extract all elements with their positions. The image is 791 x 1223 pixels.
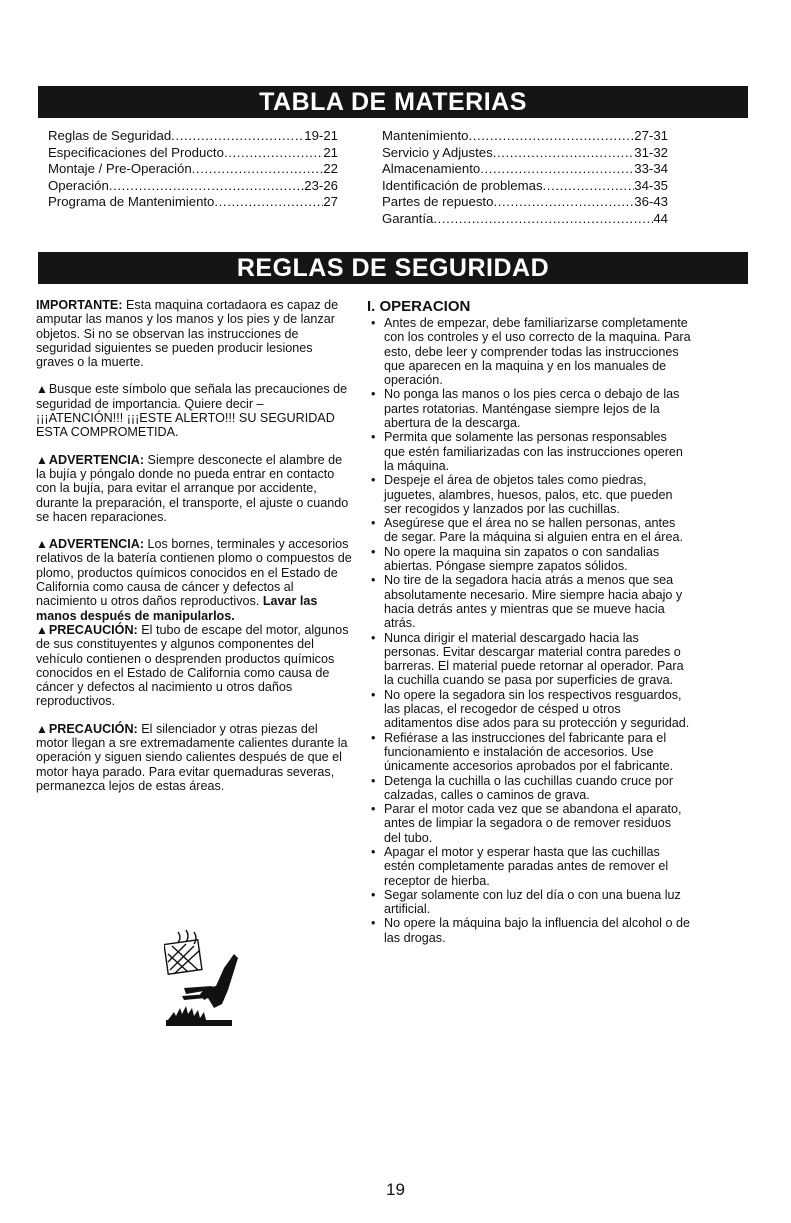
advertencia-text: Siempre desconecte el alambre de la bujía y póngalo donde no pueda entrar en contacto con la bujía, para evitar el arranque por accidente, durante la preparación, el transporte, el ajuste o cuando se hacen reparaciones. <box>36 452 349 524</box>
toc-entry-title: Identificación de problemas <box>382 177 543 193</box>
toc-entry <box>48 161 338 178</box>
toc-entry-title: Mantenimiento <box>382 128 469 143</box>
toc-entry-pages: 19-21 <box>304 128 338 143</box>
precaucion-label: PRECAUCIÓN: <box>48 721 138 736</box>
operation-rule-item: • Permita que solamente las personas responsables que estén familiarizadas con las instrucciones operen la máquina. <box>367 430 691 473</box>
toc-entry-title: Partes de repuesto <box>382 194 494 209</box>
operation-rule-item: • Despeje el área de objetos tales como piedras, juguetes, alambres, huesos, palos, etc. que pueden ser recogidos y lanzados por las cuchillas. <box>367 473 691 516</box>
toc-entry <box>382 128 668 145</box>
importante-label: IMPORTANTE: <box>36 298 123 312</box>
safety-right-column <box>367 298 691 945</box>
toc-entry-title: Almacenamiento <box>382 161 481 176</box>
advertencia-label: ADVERTENCIA: <box>48 537 145 552</box>
operation-rule-item: • Apagar el motor y esperar hasta que las cuchillas estén completamente paradas antes de remover el receptor de hierba. <box>367 845 691 888</box>
operation-section-title: I. OPERACION <box>367 298 471 315</box>
toc-leader-dots <box>433 211 653 228</box>
precaucion-muffler-paragraph <box>36 722 352 793</box>
toc-entry <box>382 178 668 195</box>
page-number: 19 <box>386 1180 405 1199</box>
toc-leader-dots <box>214 194 323 211</box>
operation-rule-item: • Segar solamente con luz del día o con una buena luz artificial. <box>367 888 691 917</box>
toc-entry-pages: 36-43 <box>634 194 668 209</box>
operation-rule-item: • Nunca dirigir el material descargado hacia las personas. Evitar descargar material contra paredes o barreras. El material puede retornar al operador. Para la cuchilla cuando se pasa por superficies de grava. <box>367 631 691 688</box>
toc-leader-dots <box>493 145 635 162</box>
warning-triangle-icon: ▲ <box>36 452 48 467</box>
operation-rule-item: • No tire de la segadora hacia atrás a menos que sea absolutamente necesario. Mire siempre hacia abajo y hacia detrás antes y mientras que se mueve hacia atrás. <box>367 573 691 630</box>
toc-left-column <box>48 128 338 211</box>
toc-leader-dots <box>192 161 324 178</box>
warning-triangle-icon: ▲ <box>36 721 48 736</box>
toc-entry-title: Especificaciones del Producto <box>48 144 224 160</box>
warning-triangle-icon: ▲ <box>36 382 48 397</box>
operation-rule-item: • No opere la maquina sin zapatos o con sandalias abiertas. Póngase siempre zapatos sólidos. <box>367 545 691 574</box>
advertencia-spark-plug-paragraph <box>36 453 352 524</box>
precaucion-text: El tubo de escape del motor, algunos de sus constituyentes y algunos componentes del vehículo contienen o desprenden productos químicos conocidos en el Estado de California como causa de cáncer y defectos al nacimiento u otros daños reproductivos. <box>36 622 349 709</box>
advertencia-battery-paragraph <box>36 537 352 623</box>
toc-leader-dots <box>109 178 304 195</box>
toc-entry-pages: 33-34 <box>634 161 668 176</box>
toc-entry-title: Operación <box>48 177 109 193</box>
toc-entry-title: Garantía <box>382 210 434 226</box>
precaucion-exhaust-paragraph <box>36 623 352 709</box>
operation-rule-item: • Asegúrese que el área no se hallen personas, antes de segar. Pare la máquina si alguien entra en el área. <box>367 516 691 545</box>
toc-entry <box>382 145 668 162</box>
toc-entry-pages: 27 <box>323 194 338 209</box>
toc-entry <box>382 211 668 228</box>
operation-rule-item: • No ponga las manos o los pies cerca o debajo de las partes rotatorias. Manténgase siempre lejos de la abertura de la descarga. <box>367 387 691 430</box>
toc-entry-pages: 23-26 <box>304 177 338 193</box>
toc-entry <box>48 178 338 195</box>
toc-leader-dots <box>171 128 304 145</box>
symbol-paragraph <box>36 382 352 439</box>
operation-rule-item: • Parar el motor cada vez que se abandona el aparato, antes de limpiar la segadora o de remover residuos del tubo. <box>367 802 691 845</box>
importante-text: Esta maquina cortadaora es capaz de amputar las manos y los manos y los pies y de lanzar objetos. Si no se observan las instrucciones de seguridad siguientes se pueden producir lesiones graves o la muerte. <box>36 298 339 370</box>
precaucion-text: El silenciador y otras piezas del motor llegan a sre extremadamente calientes durante la operación y siguen siendo calientes después de que el motor haya parado. Para evitar quemaduras severas, permanezca lejos de estas áreas. <box>36 721 348 793</box>
operation-rule-item: • No opere la máquina bajo la influencia del alcohol o de las drogas. <box>367 916 691 945</box>
toc-leader-dots <box>480 161 634 178</box>
toc-entry-pages: 34-35 <box>634 177 668 193</box>
toc-entry <box>48 194 338 211</box>
toc-leader-dots <box>224 145 323 162</box>
precaucion-label: PRECAUCIÓN: <box>48 622 138 637</box>
toc-entry-pages: 27-31 <box>634 128 668 143</box>
operation-rule-item: • No opere la segadora sin los respectivos resguardos, las placas, el recogedor de césped u otros aditamentos dise ados para su protección y seguridad. <box>367 688 691 731</box>
safety-left-column <box>36 298 352 806</box>
toc-leader-dots <box>493 194 634 211</box>
toc-entry-pages: 31-32 <box>634 144 668 160</box>
operation-rule-item: • Antes de empezar, debe familiarizarse completamente con los controles y el uso correcto de la maquina. Para esto, debe leer y comprender todas las instrucciones que aparecen en la maquina y en los manuales de operación. <box>367 316 691 387</box>
toc-entry-title: Programa de Mantenimiento <box>48 194 215 209</box>
toc-entry-title: Servicio y Adjustes <box>382 144 493 160</box>
warning-triangle-icon: ▲ <box>36 537 48 552</box>
toc-entry <box>382 161 668 178</box>
toc-entry-pages: 44 <box>653 210 668 226</box>
hot-surface-burn-hazard-icon <box>164 928 244 1028</box>
operation-rules-list <box>367 316 691 945</box>
operation-rule-item: • Refiérase a las instrucciones del fabricante para el funcionamiento e instalación de accesorios. Use únicamente accesorios aprobados por el fabricante. <box>367 731 691 774</box>
advertencia-label: ADVERTENCIA: <box>48 452 145 467</box>
toc-entry-pages: 21 <box>323 144 338 160</box>
importante-paragraph <box>36 298 352 369</box>
toc-entry <box>48 128 338 145</box>
toc-entry <box>48 145 338 162</box>
toc-title-banner: TABLA DE MATERIAS <box>38 86 748 118</box>
toc-leader-dots <box>469 128 635 145</box>
toc-entry-title: Reglas de Seguridad <box>48 128 172 143</box>
operation-rule-item: • Detenga la cuchilla o las cuchillas cuando cruce por calzadas, calles o caminos de grava. <box>367 774 691 803</box>
warning-triangle-icon: ▲ <box>36 622 48 637</box>
advertencia-bold-text: Lavar las manos después de manipularlos. <box>36 594 318 623</box>
toc-leader-dots <box>543 178 635 195</box>
toc-entry <box>382 194 668 211</box>
toc-entry-pages: 22 <box>323 161 338 176</box>
safety-rules-banner: REGLAS DE SEGURIDAD <box>38 252 748 284</box>
advertencia-text: Los bornes, terminales y accesorios relativos de la batería contienen plomo o compuestos de plomo, productos químicos conocidos en el Estado de California como causa de cáncer y defectos al nacimiento u otros daños reproductivos. <box>36 537 352 609</box>
toc-entry-title: Montaje / Pre-Operación <box>48 161 192 176</box>
toc-right-column <box>382 128 668 227</box>
symbol-text: Busque este símbolo que señala las precauciones de seguridad de importancia. Quiere decir – ¡¡¡ATENCIÓN!!! ¡¡¡ESTE ALERTO!!! SU SEGURIDAD ESTA COMPROMETIDA. <box>36 382 348 440</box>
